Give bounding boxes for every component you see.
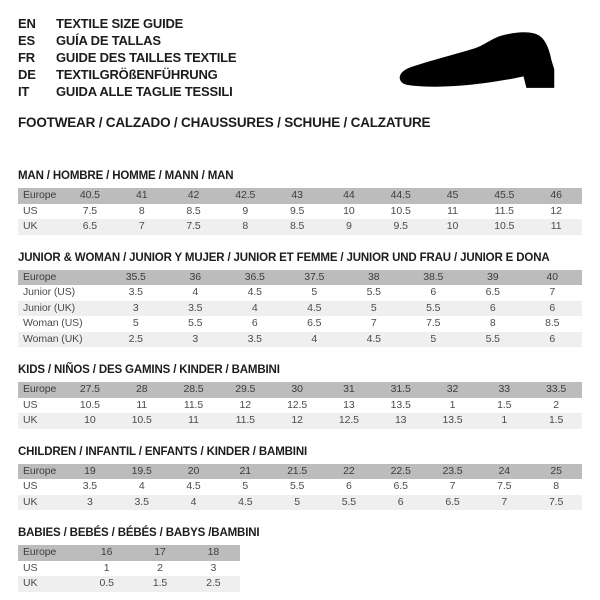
- size-value-cell: 5.5: [289, 480, 305, 492]
- size-value-cell: 7: [449, 480, 456, 492]
- size-value-cell: 38: [344, 270, 404, 286]
- size-value-cell: 6: [430, 286, 437, 298]
- row-label-cell: Europe: [18, 188, 64, 204]
- size-value-cell: 2: [157, 561, 163, 574]
- table-title: MAN / HOMBRE / HOMME / MANN / MAN: [18, 170, 234, 182]
- size-value-cell: 41: [116, 188, 168, 204]
- size-value-cell: 6: [463, 301, 523, 317]
- size-table: [18, 464, 582, 511]
- language-guide-title: TEXTILE SIZE GUIDE: [56, 16, 184, 31]
- size-table-section: [18, 252, 582, 348]
- size-value-cell: 11.5: [183, 398, 204, 411]
- size-value-cell: 13.5: [427, 413, 479, 429]
- size-value-cell: 7: [116, 219, 168, 235]
- size-value-cell: 8.5: [545, 317, 560, 329]
- table-header-row: [18, 545, 240, 561]
- language-guide-title: GUIDE DES TAILLES TEXTILE: [56, 50, 237, 65]
- size-value-cell: 9: [242, 204, 249, 217]
- size-value-cell: 6.5: [307, 317, 322, 329]
- table-header-row: [18, 382, 582, 398]
- language-code: DE: [18, 67, 36, 82]
- size-table: [18, 270, 582, 348]
- size-value-cell: 1: [478, 413, 530, 429]
- size-value-cell: 7.5: [530, 495, 582, 511]
- size-value-cell: 3.5: [116, 495, 168, 511]
- size-value-cell: 10.5: [116, 413, 168, 429]
- size-value-cell: 36: [166, 270, 226, 286]
- size-value-cell: 19: [64, 464, 116, 480]
- size-value-cell: 2.5: [187, 576, 240, 592]
- size-value-cell: 6.5: [393, 480, 408, 492]
- size-value-cell: 44.5: [375, 188, 427, 204]
- size-value-cell: 5: [132, 317, 139, 329]
- table-header-row: [18, 270, 582, 286]
- size-table-section: [18, 527, 582, 592]
- table-row: [18, 413, 582, 429]
- table-row: [18, 332, 582, 348]
- size-value-cell: 5.5: [366, 286, 381, 298]
- table-row: [18, 316, 582, 332]
- table-row: [18, 204, 582, 220]
- size-value-cell: 1: [449, 398, 456, 411]
- size-value-cell: 7.5: [497, 480, 512, 492]
- size-value-cell: 28.5: [168, 382, 220, 398]
- size-value-cell: 17: [133, 545, 186, 561]
- size-value-cell: 38.5: [404, 270, 464, 286]
- size-value-cell: 5: [311, 286, 318, 298]
- size-value-cell: 7.5: [168, 219, 220, 235]
- size-value-cell: 24: [478, 464, 530, 480]
- language-guide-title: GUIDA ALLE TAGLIE TESSILI: [56, 84, 233, 99]
- size-value-cell: 35.5: [106, 270, 166, 286]
- size-value-cell: 1: [103, 561, 110, 574]
- size-value-cell: 6: [523, 301, 583, 317]
- row-label-cell: UK: [18, 219, 64, 235]
- table-title: CHILDREN / INFANTIL / ENFANTS / KINDER / BAMBINI: [18, 445, 308, 458]
- size-value-cell: 11: [136, 398, 148, 411]
- size-value-cell: 3.5: [225, 332, 285, 348]
- size-value-cell: 23.5: [427, 464, 479, 480]
- size-value-cell: 10.5: [390, 204, 411, 217]
- size-value-cell: 10: [427, 219, 479, 235]
- size-value-cell: 12: [271, 413, 323, 429]
- size-value-cell: 3: [210, 561, 217, 574]
- size-value-cell: 10.5: [79, 398, 100, 411]
- row-label-cell: Europe: [18, 545, 80, 561]
- size-value-cell: 5.5: [463, 332, 523, 348]
- size-value-cell: 46: [530, 188, 582, 204]
- size-value-cell: 22: [323, 464, 375, 480]
- size-value-cell: 3.5: [82, 480, 98, 492]
- size-value-cell: 32: [427, 382, 479, 398]
- size-value-cell: 3.5: [166, 301, 226, 317]
- size-value-cell: 21: [219, 464, 271, 480]
- size-value-cell: 22.5: [375, 464, 427, 480]
- size-value-cell: 7: [478, 495, 530, 511]
- size-value-cell: 4: [168, 495, 220, 511]
- row-label-cell: Junior (US): [23, 286, 75, 298]
- size-value-cell: 31.5: [375, 382, 427, 398]
- size-value-cell: 11.5: [494, 204, 514, 217]
- size-value-cell: 36.5: [225, 270, 285, 286]
- size-value-cell: 27.5: [64, 382, 116, 398]
- size-value-cell: 4.5: [247, 286, 262, 298]
- size-value-cell: 40: [523, 270, 583, 286]
- size-value-cell: 5.5: [188, 317, 203, 329]
- size-value-cell: 10.5: [478, 219, 530, 235]
- language-code: IT: [18, 84, 30, 99]
- size-value-cell: 45: [427, 188, 479, 204]
- size-table: [18, 382, 582, 429]
- size-value-cell: 42: [168, 188, 220, 204]
- row-label-cell: Woman (US): [23, 317, 83, 329]
- table-row: [18, 561, 240, 577]
- size-value-cell: 12.5: [287, 398, 308, 411]
- size-value-cell: 21.5: [271, 464, 323, 480]
- size-value-cell: 4.5: [186, 480, 201, 492]
- size-value-cell: 10: [343, 204, 355, 217]
- table-header-row: [18, 464, 582, 480]
- size-value-cell: 5.5: [404, 301, 464, 317]
- size-value-cell: 5: [404, 332, 464, 348]
- size-value-cell: 13: [343, 398, 355, 411]
- size-value-cell: 3: [64, 495, 116, 511]
- size-value-cell: 13: [375, 413, 427, 429]
- language-code: FR: [18, 50, 35, 65]
- size-value-cell: 37.5: [285, 270, 345, 286]
- size-value-cell: 4: [285, 332, 345, 348]
- size-value-cell: 44: [323, 188, 375, 204]
- size-value-cell: 11: [447, 204, 458, 217]
- size-value-cell: 5: [271, 495, 323, 511]
- size-value-cell: 31: [323, 382, 375, 398]
- row-label-cell: US: [23, 398, 38, 411]
- size-value-cell: 45.5: [478, 188, 530, 204]
- size-table-section: [18, 364, 582, 429]
- size-value-cell: 5: [242, 480, 249, 492]
- size-value-cell: 4: [138, 480, 145, 492]
- size-value-cell: 39: [463, 270, 523, 286]
- size-value-cell: 2: [553, 398, 559, 411]
- table-row: [18, 398, 582, 414]
- size-value-cell: 7: [549, 286, 556, 298]
- size-value-cell: 1.5: [133, 576, 186, 592]
- size-value-cell: 3: [106, 301, 166, 317]
- size-value-cell: 33: [478, 382, 530, 398]
- size-value-cell: 0.5: [80, 576, 133, 592]
- size-value-cell: 4: [192, 286, 199, 298]
- size-value-cell: 13.5: [390, 398, 411, 411]
- size-value-cell: 8: [219, 219, 271, 235]
- size-value-cell: 2.5: [106, 332, 166, 348]
- size-value-cell: 11: [530, 219, 582, 235]
- size-value-cell: 18: [187, 545, 240, 561]
- language-guide-title: GUÍA DE TALLAS: [56, 33, 161, 48]
- size-value-cell: 4: [225, 301, 285, 317]
- size-value-cell: 9: [323, 219, 375, 235]
- row-label-cell: US: [23, 204, 38, 217]
- dress-shoe-icon: [392, 26, 584, 98]
- table-row: [18, 495, 582, 511]
- row-label-cell: Woman (UK): [18, 332, 106, 348]
- size-table-section: [18, 446, 582, 511]
- size-value-cell: 5.5: [323, 495, 375, 511]
- size-table-section: [18, 170, 582, 235]
- size-value-cell: 6.5: [427, 495, 479, 511]
- language-guide-title: TEXTILGRÖßENFÜHRUNG: [56, 67, 218, 82]
- size-value-cell: 4.5: [285, 301, 345, 317]
- table-title: BABIES / BEBÉS / BÉBÉS / BABYS /BAMBINI: [18, 527, 260, 539]
- size-value-cell: 8.5: [186, 204, 201, 217]
- table-row: [18, 576, 240, 592]
- size-value-cell: 7.5: [82, 204, 98, 217]
- size-value-cell: 20: [168, 464, 220, 480]
- row-label-cell: US: [23, 561, 38, 574]
- size-value-cell: 6: [346, 480, 352, 492]
- size-value-cell: 42.5: [219, 188, 271, 204]
- size-value-cell: 6: [251, 317, 258, 329]
- table-header-row: [18, 188, 582, 204]
- size-tables: [18, 170, 582, 592]
- size-table: [18, 545, 240, 592]
- category-title: FOOTWEAR / CALZADO / CHAUSSURES / SCHUHE / CALZATURE: [18, 115, 431, 130]
- size-value-cell: 25: [530, 464, 582, 480]
- size-table: [18, 188, 582, 235]
- size-value-cell: 8: [489, 317, 496, 329]
- size-value-cell: 1.5: [497, 398, 512, 411]
- table-title: JUNIOR & WOMAN / JUNIOR Y MUJER / JUNIOR ET FEMME / JUNIOR UND FRAU / JUNIOR E DONA: [18, 251, 550, 264]
- table-row: [18, 479, 582, 495]
- row-label-cell: UK: [18, 495, 64, 511]
- size-value-cell: 12.5: [323, 413, 375, 429]
- size-value-cell: 12: [239, 398, 252, 411]
- size-value-cell: 8.5: [271, 219, 323, 235]
- table-row: [18, 285, 582, 301]
- size-value-cell: 28: [116, 382, 168, 398]
- size-value-cell: 16: [80, 545, 133, 561]
- size-value-cell: 9.5: [289, 204, 305, 217]
- size-value-cell: 9.5: [375, 219, 427, 235]
- size-value-cell: 11: [168, 413, 220, 429]
- row-label-cell: Europe: [18, 270, 106, 286]
- row-label-cell: UK: [18, 413, 64, 429]
- size-value-cell: 30: [271, 382, 323, 398]
- size-value-cell: 29.5: [219, 382, 271, 398]
- size-value-cell: 4.5: [219, 495, 271, 511]
- size-value-cell: 5: [344, 301, 404, 317]
- row-label-cell: Europe: [18, 382, 64, 398]
- size-value-cell: 4.5: [344, 332, 404, 348]
- size-value-cell: 8: [553, 480, 559, 492]
- size-value-cell: 40.5: [64, 188, 116, 204]
- size-value-cell: 6: [375, 495, 427, 511]
- row-label-cell: Junior (UK): [18, 301, 106, 317]
- size-value-cell: 43: [271, 188, 323, 204]
- table-title: KIDS / NIÑOS / DES GAMINS / KINDER / BAMBINI: [18, 364, 280, 376]
- size-value-cell: 1.5: [530, 413, 582, 429]
- size-value-cell: 12: [550, 204, 562, 217]
- size-value-cell: 19.5: [116, 464, 168, 480]
- size-value-cell: 6.5: [64, 219, 116, 235]
- size-value-cell: 6.5: [485, 286, 500, 298]
- size-value-cell: 7.5: [426, 317, 441, 329]
- language-code: ES: [18, 33, 35, 48]
- size-value-cell: 33.5: [530, 382, 582, 398]
- size-value-cell: 3.5: [128, 286, 143, 298]
- row-label-cell: US: [23, 480, 38, 492]
- row-label-cell: UK: [18, 576, 80, 592]
- row-label-cell: Europe: [18, 464, 64, 480]
- size-value-cell: 3: [166, 332, 226, 348]
- language-code: EN: [18, 16, 36, 31]
- size-value-cell: 7: [370, 317, 377, 329]
- size-value-cell: 6: [523, 332, 583, 348]
- table-row: [18, 301, 582, 317]
- size-value-cell: 10: [64, 413, 116, 429]
- table-row: [18, 219, 582, 235]
- size-value-cell: 11.5: [219, 413, 271, 429]
- size-value-cell: 8: [138, 204, 145, 217]
